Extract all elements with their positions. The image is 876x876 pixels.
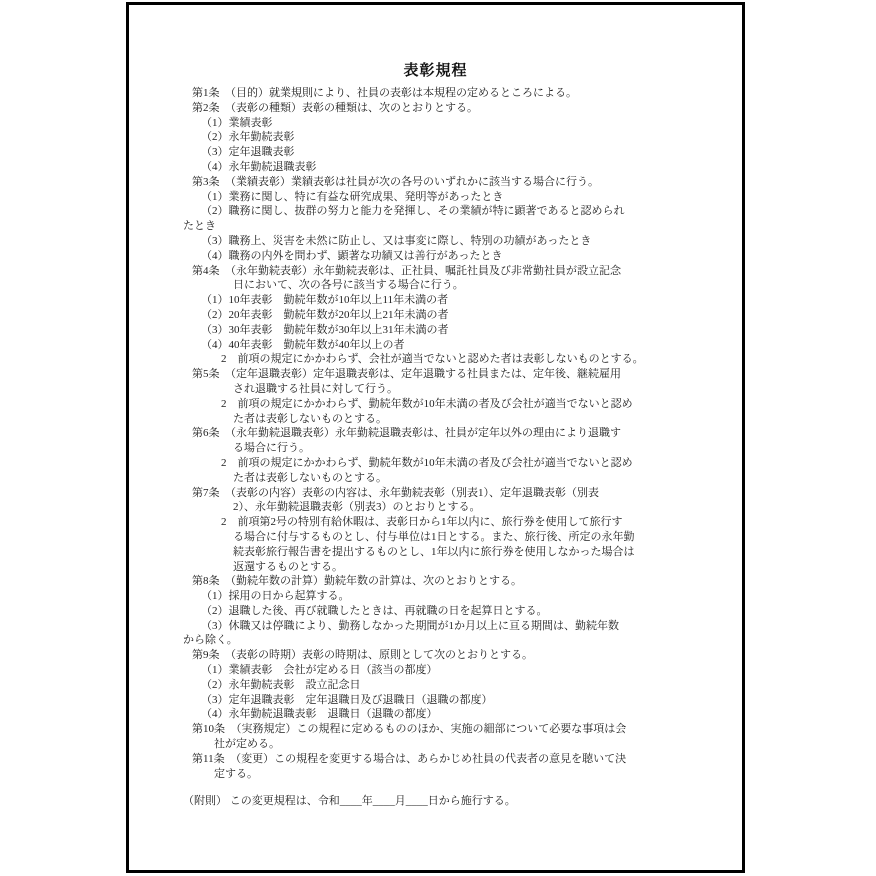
doc-line: 2 前項の規定にかかわらず、勤続年数が10年未満の者及び会社が適当でないと認め: [221, 456, 633, 469]
doc-line: （3）定年退職表彰 定年退職日及び退職日（退職の都度）: [201, 693, 493, 706]
doc-line: 日において、次の各号に該当する場合に行う。: [233, 279, 464, 292]
doc-line: 2 前項第2号の特別有給休暇は、表彰日から1年以内に、旅行券を使用して旅行す: [221, 516, 623, 529]
doc-line: から除く。: [183, 634, 238, 647]
doc-line: 社が定める。: [214, 738, 280, 751]
doc-line: （1）10年表彰 勤続年数が10年以上11年未満の者: [201, 294, 449, 307]
doc-line: た者は表彰しないものとする。: [233, 412, 387, 425]
doc-line: 2）、永年勤続退職表彰（別表3）のとおりとする。: [233, 501, 481, 514]
doc-line: 第9条 （表彰の時期）表彰の時期は、原則として次のとおりとする。: [192, 649, 533, 662]
document-title: 表彰規程: [403, 63, 468, 79]
doc-line: 定する。: [214, 767, 258, 780]
doc-line: る場合に行う。: [233, 442, 310, 455]
doc-line: （2）20年表彰 勤続年数が20年以上21年未満の者: [201, 308, 449, 321]
doc-line: 第6条 （永年勤続退職表彰）永年勤続退職表彰は、社員が定年以外の理由により退職す: [192, 427, 621, 440]
doc-line: 第5条 （定年退職表彰）定年退職表彰は、定年退職する社員または、定年後、継続雇用: [192, 368, 621, 381]
doc-line: 第2条 （表彰の種類）表彰の種類は、次のとおりとする。: [192, 101, 478, 114]
doc-line: （1）業務に関し、特に有益な研究成果、発明等があったとき: [201, 190, 504, 203]
doc-line: た者は表彰しないものとする。: [233, 471, 387, 484]
doc-line: （1）業績表彰 会社が定める日（該当の都度）: [201, 664, 438, 677]
document-body: [129, 86, 742, 781]
doc-line: （2）退職した後、再び就職したときは、再就職の日を起算日とする。: [201, 604, 548, 617]
doc-line: 第1条 （目的）就業規則により、社員の表彰は本規程の定めるところによる。: [192, 87, 577, 99]
doc-line: （2）永年勤続表彰 設立記念日: [201, 678, 361, 691]
doc-line: （4）職務の内外を問わず、顕著な功績又は善行があったとき: [201, 249, 503, 262]
doc-line: 第3条 （業績表彰）業績表彰は社員が次の各号のいずれかに該当する場合に行う。: [192, 175, 599, 188]
doc-line: 第8条 （勤続年数の計算）勤続年数の計算は、次のとおりとする。: [192, 575, 522, 588]
doc-line: 第4条 （永年勤続表彰）永年勤続表彰は、正社員、嘱託社員及び非常勤社員が設立記念: [192, 264, 621, 277]
doc-line: 第7条 （表彰の内容）表彰の内容は、永年勤続表彰（別表1）、定年退職表彰（別表: [192, 486, 599, 499]
doc-line: たとき: [183, 220, 216, 233]
doc-line: 第11条 （変更）この規程を変更する場合は、あらかじめ社員の代表者の意見を聴いて決: [192, 752, 627, 765]
doc-line: （4）永年勤続退職表彰: [201, 160, 317, 173]
doc-line: 第10条 （実務規定）この規程に定めるもののほか、実施の細部について必要な事項は会: [192, 723, 627, 736]
doc-line: （1）採用の日から起算する。: [201, 590, 350, 603]
doc-line: （4）40年表彰 勤続年数が40年以上の者: [201, 338, 405, 351]
doc-line: （3）定年退職表彰: [201, 146, 295, 159]
doc-line: 2 前項の規定にかかわらず、会社が適当でないと認めた者は表彰しないものとする。: [221, 353, 644, 366]
doc-line: 続表彰旅行報告書を提出するものとし、1年以内に旅行券を使用しなかった場合は: [233, 545, 635, 558]
doc-line: （1）業績表彰: [201, 116, 273, 129]
doc-line: 返還するものとする。: [233, 560, 343, 573]
doc-line: （3）30年表彰 勤続年数が30年以上31年未満の者: [201, 323, 449, 336]
document-page: [126, 2, 745, 873]
doc-line: （2）永年勤続表彰: [201, 131, 295, 144]
doc-line: る場合に付与するものとし、付与単位は1日とする。また、旅行後、所定の永年勤: [233, 530, 635, 543]
doc-line: （4）永年勤続退職表彰 退職日（退職の都度）: [201, 708, 438, 721]
doc-line: 2 前項の規定にかかわらず、勤続年数が10年未満の者及び会社が適当でないと認め: [221, 397, 633, 410]
supplementary-provision-line: （附則） この変更規程は、令和____年____月____日から施行する。: [183, 795, 516, 808]
doc-line: （2）職務に関し、抜群の努力と能力を発揮し、その業績が特に顕著であると認められ: [201, 205, 625, 218]
doc-line: され退職する社員に対して行う。: [233, 382, 398, 395]
doc-line: （3）職務上、災害を未然に防止し、又は事変に際し、特別の功績があったとき: [201, 234, 592, 247]
doc-line: （3）休職又は停職により、勤務しなかった期間が1か月以上に亘る期間は、勤続年数: [201, 619, 619, 632]
